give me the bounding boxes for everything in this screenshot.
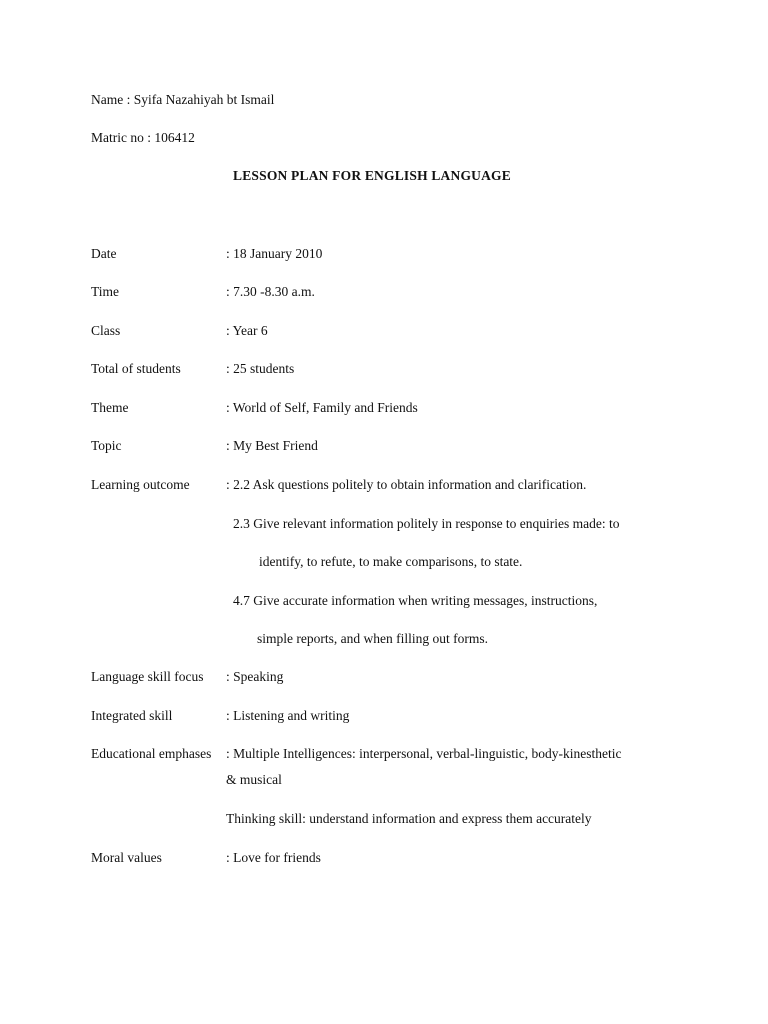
topic-label: Topic xyxy=(91,438,122,453)
learning-outcome-line-3: identify, to refute, to make comparisons, to state. xyxy=(259,554,523,569)
language-skill-value: : Speaking xyxy=(226,669,284,684)
learning-outcome-label: Learning outcome xyxy=(91,477,190,492)
educational-emphases-line-2: & musical xyxy=(226,772,282,787)
integrated-skill-label: Integrated skill xyxy=(91,708,173,723)
date-label: Date xyxy=(91,246,117,261)
learning-outcome-line-5: simple reports, and when filling out forms. xyxy=(257,631,488,646)
document-title: LESSON PLAN FOR ENGLISH LANGUAGE xyxy=(233,168,511,183)
class-label: Class xyxy=(91,323,121,338)
total-students-value: : 25 students xyxy=(226,361,295,376)
moral-values-value: : Love for friends xyxy=(226,850,321,865)
language-skill-label: Language skill focus xyxy=(91,669,204,684)
learning-outcome-line-4: 4.7 Give accurate information when writing messages, instructions, xyxy=(233,593,598,608)
class-value: : Year 6 xyxy=(226,323,268,338)
educational-emphases-line-3: Thinking skill: understand information and express them accurately xyxy=(226,811,592,826)
student-name-line: Name : Syifa Nazahiyah bt Ismail xyxy=(91,92,275,107)
date-value: : 18 January 2010 xyxy=(226,246,323,261)
time-value: : 7.30 -8.30 a.m. xyxy=(226,284,315,299)
educational-emphases-line-1: : Multiple Intelligences: interpersonal, verbal-linguistic, body-kinesthetic xyxy=(226,746,622,761)
learning-outcome-line-1: : 2.2 Ask questions politely to obtain information and clarification. xyxy=(226,477,587,492)
total-students-label: Total of students xyxy=(91,361,181,376)
learning-outcome-line-2: 2.3 Give relevant information politely in response to enquiries made: to xyxy=(233,516,620,531)
matric-number-line: Matric no : 106412 xyxy=(91,130,195,145)
theme-label: Theme xyxy=(91,400,129,415)
moral-values-label: Moral values xyxy=(91,850,162,865)
time-label: Time xyxy=(91,284,120,299)
theme-value: : World of Self, Family and Friends xyxy=(226,400,418,415)
topic-value: : My Best Friend xyxy=(226,438,318,453)
educational-emphases-label: Educational emphases xyxy=(91,746,212,761)
integrated-skill-value: : Listening and writing xyxy=(226,708,350,723)
